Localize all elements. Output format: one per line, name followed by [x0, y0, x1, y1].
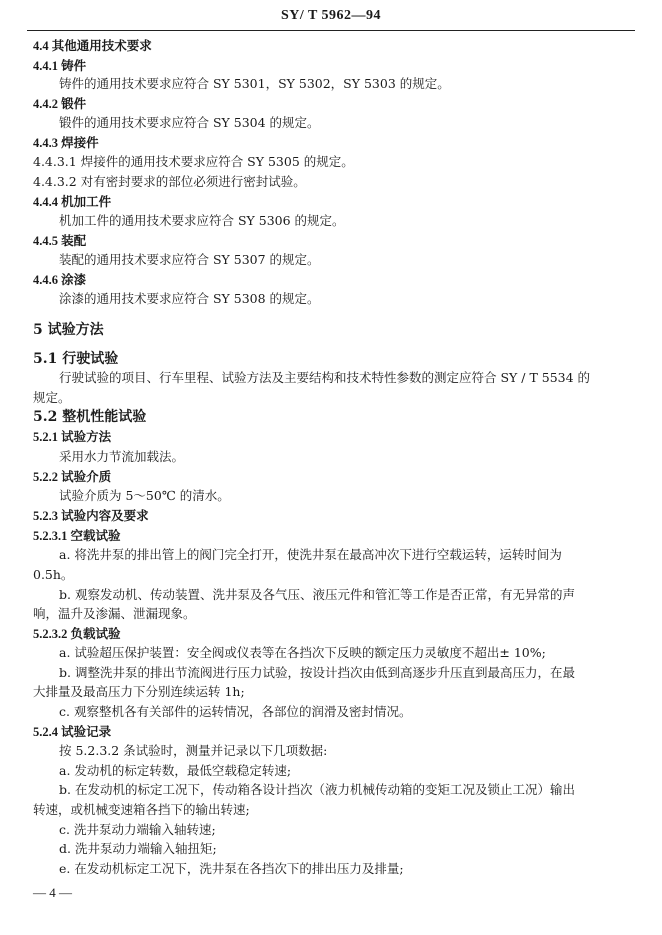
list-item-cont: 响，温升及渗漏、泄漏现象。 — [33, 606, 196, 621]
list-item: b. 在发动机的标定工况下，传动箱各设计挡次（液力机械传动箱的变矩工况及锁止工况）输出 — [59, 782, 575, 797]
clause-text: 4.4.3.2 对有密封要求的部位必须进行密封试验。 — [33, 174, 306, 189]
clause-heading: 4.4.4 机加工件 — [33, 195, 112, 209]
clause-text: 机加工件的通用技术要求应符合 SY 5306 的规定。 — [59, 213, 345, 228]
clause-text: 锻件的通用技术要求应符合 SY 5304 的规定。 — [59, 115, 320, 130]
clause-heading: 4.4.5 装配 — [33, 234, 87, 248]
clause-heading: 5.2.4 试验记录 — [33, 725, 112, 739]
clause-heading: 4.4.1 铸件 — [33, 59, 87, 73]
list-item: b. 观察发动机、传动装置、洗井泵及各气压、液压元件和管汇等工作是否正常，有无异常的声 — [59, 587, 575, 602]
clause-text: 按 5.2.3.2 条试验时，测量并记录以下几项数据: — [59, 743, 328, 758]
clause-heading: 4.4.2 锻件 — [33, 97, 87, 111]
clause-heading: 5.2.3.2 负载试验 — [33, 627, 121, 641]
list-item: d. 洗井泵动力端输入轴扭矩; — [59, 841, 217, 856]
clause-text: 试验介质为 5～50℃ 的清水。 — [59, 488, 230, 503]
paragraph-text: 规定。 — [33, 390, 71, 405]
section-heading: 5.1 行驶试验 — [33, 351, 119, 367]
list-item: a. 将洗井泵的排出管上的阀门完全打开，使洗井泵在最高冲次下进行空载运转，运转时间为 — [59, 547, 562, 562]
list-item-cont: 转速，或机械变速箱各挡下的输出转速; — [33, 802, 250, 817]
page-number: — 4 — — [33, 885, 72, 900]
section-heading: 5.2 整机性能试验 — [33, 409, 147, 425]
list-item: b. 调整洗井泵的排出节流阀进行压力试验，按设计挡次由低到高逐步升压直到最高压力，在最 — [59, 665, 575, 680]
clause-text: 4.4.3.1 焊接件的通用技术要求应符合 SY 5305 的规定。 — [33, 154, 354, 169]
clause-heading: 5.2.3.1 空载试验 — [33, 529, 121, 543]
clause-heading: 5.2.2 试验介质 — [33, 470, 112, 484]
clause-heading: 5.2.1 试验方法 — [33, 430, 112, 444]
list-item: e. 在发动机标定工况下，洗井泵在各挡次下的排出压力及排量; — [59, 861, 404, 876]
clause-heading: 5.2.3 试验内容及要求 — [33, 509, 149, 523]
list-item-cont: 0.5h。 — [33, 567, 74, 582]
list-item: c. 观察整机各有关部件的运转情况，各部位的润滑及密封情况。 — [59, 704, 412, 719]
header-rule — [27, 30, 635, 31]
paragraph-text: 行驶试验的项目、行车里程、试验方法及主要结构和技术特性参数的测定应符合 SY / T 5534 的 — [59, 370, 591, 385]
clause-heading: 4.4.3 焊接件 — [33, 136, 99, 150]
clause-text: 涂漆的通用技术要求应符合 SY 5308 的规定。 — [59, 291, 320, 306]
chapter-heading: 5 试验方法 — [33, 322, 104, 338]
list-item: c. 洗井泵动力端输入轴转速; — [59, 822, 216, 837]
list-item: a. 试验超压保护装置：安全阀或仪表等在各挡次下反映的额定压力灵敏度不超出± 10%; — [59, 645, 546, 660]
list-item-cont: 大排量及最高压力下分别连续运转 1h; — [33, 684, 245, 699]
section-heading: 4.4 其他通用技术要求 — [33, 39, 152, 53]
standard-code-header: SY/ T 5962—94 — [280, 8, 382, 23]
clause-text: 铸件的通用技术要求应符合 SY 5301，SY 5302，SY 5303 的规定。 — [59, 76, 450, 91]
list-item: a. 发动机的标定转数，最低空载稳定转速; — [59, 763, 292, 778]
clause-text: 装配的通用技术要求应符合 SY 5307 的规定。 — [59, 252, 320, 267]
clause-heading: 4.4.6 涂漆 — [33, 273, 87, 287]
clause-text: 采用水力节流加载法。 — [59, 449, 185, 464]
